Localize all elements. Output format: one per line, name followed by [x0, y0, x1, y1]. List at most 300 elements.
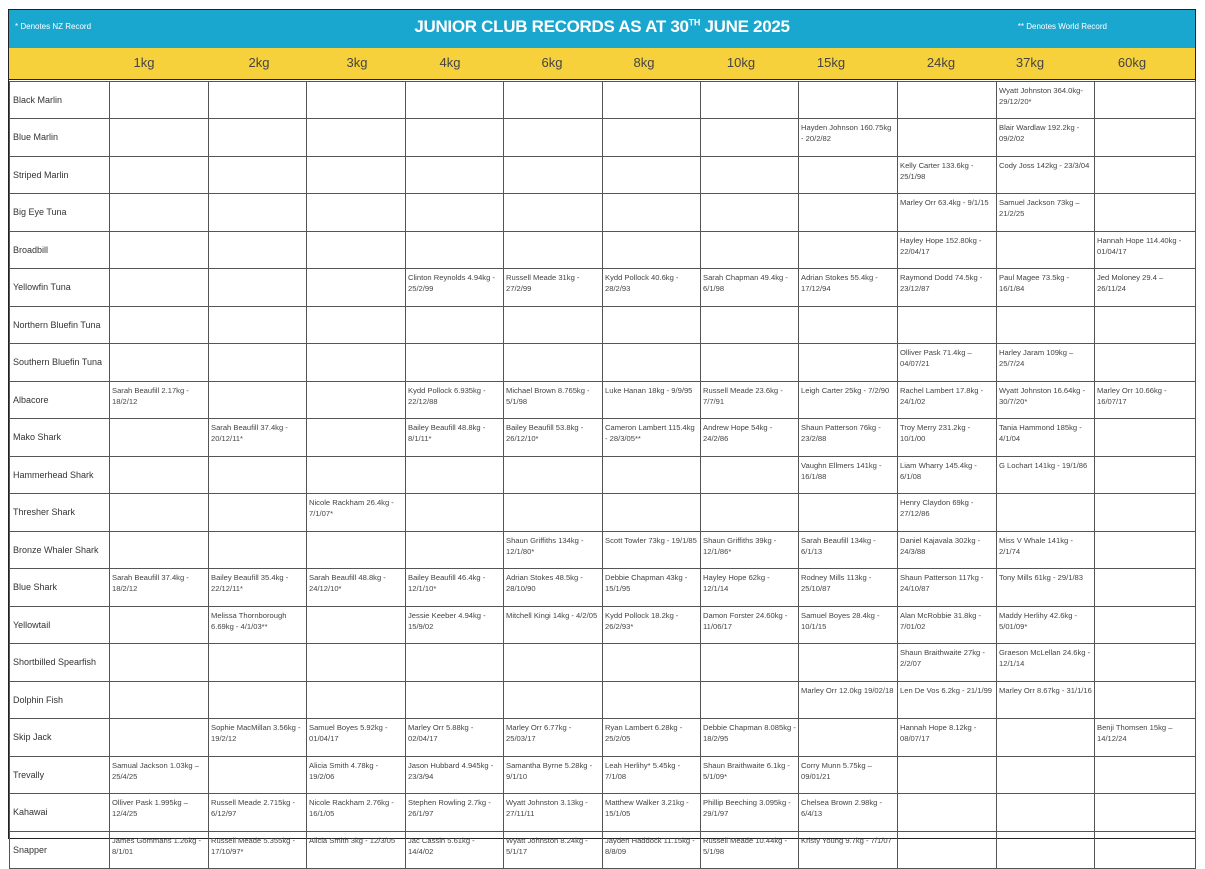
- record-cell: [1095, 419, 1196, 457]
- record-text: [211, 232, 304, 235]
- record-cell: [997, 157, 1095, 194]
- record-text: [211, 457, 304, 460]
- table-row: [10, 194, 1196, 232]
- record-cell: [307, 457, 406, 494]
- record-text: Hannah Hope 114.40kg - 01/04/17: [1097, 236, 1182, 256]
- record-cell: [799, 794, 898, 832]
- record-cell: [307, 532, 406, 569]
- record-text: Alicia Smith 3kg - 12/3/05: [309, 836, 396, 845]
- record-cell: [997, 457, 1095, 494]
- record-cell: [799, 382, 898, 419]
- record-cell: [110, 157, 209, 194]
- species-label: Broadbill: [10, 232, 110, 269]
- species-label: Blue Marlin: [10, 119, 110, 157]
- record-text: Sarah Beaufill 37.4kg - 18/2/12: [112, 573, 189, 593]
- species-label: Yellowfin Tuna: [10, 269, 110, 307]
- record-text: Shaun Patterson 76kg - 23/2/88: [801, 423, 881, 443]
- record-text: [605, 82, 698, 85]
- weight-15kg: 15kg: [816, 55, 846, 70]
- record-cell: [1095, 569, 1196, 607]
- record-cell: [209, 757, 307, 794]
- record-cell: [307, 719, 406, 757]
- record-text: [408, 457, 501, 460]
- record-text: [801, 194, 895, 197]
- record-text: [506, 644, 600, 647]
- record-text: [211, 307, 304, 310]
- record-text: [309, 457, 403, 460]
- record-cell: [1095, 119, 1196, 157]
- record-cell: [209, 457, 307, 494]
- record-cell: [799, 419, 898, 457]
- record-text: Kelly Carter 133.6kg - 25/1/98: [900, 161, 974, 181]
- record-text: [801, 82, 895, 85]
- table-row: [10, 494, 1196, 532]
- record-cell: [209, 157, 307, 194]
- record-cell: [701, 494, 799, 532]
- record-text: [1097, 82, 1193, 85]
- record-cell: [307, 82, 406, 119]
- record-cell: [701, 82, 799, 119]
- record-text: [211, 644, 304, 647]
- record-cell: [307, 569, 406, 607]
- record-cell: [1095, 757, 1196, 794]
- record-cell: [307, 419, 406, 457]
- record-cell: [1095, 82, 1196, 119]
- record-text: Marley Orr 5.88kg - 02/04/17: [408, 723, 474, 743]
- record-cell: [307, 269, 406, 307]
- record-text: Adrian Stokes 55.4kg - 17/12/94: [801, 273, 878, 293]
- record-cell: [997, 532, 1095, 569]
- record-text: [408, 344, 501, 347]
- record-cell: [603, 269, 701, 307]
- record-text: Bailey Beaufill 46.4kg - 12/1/10*: [408, 573, 486, 593]
- record-cell: [603, 119, 701, 157]
- record-cell: [603, 532, 701, 569]
- record-text: Melissa Thornborough 6.69kg - 4/1/03**: [211, 611, 287, 631]
- record-text: [999, 232, 1092, 235]
- record-text: Graeson McLellan 24.6kg - 12/1/14: [999, 648, 1091, 668]
- record-text: [211, 757, 304, 760]
- record-cell: [1095, 532, 1196, 569]
- title-end: JUNE 2025: [700, 17, 790, 36]
- record-cell: [701, 644, 799, 682]
- record-cell: [603, 569, 701, 607]
- record-cell: [307, 494, 406, 532]
- record-text: [703, 119, 796, 122]
- record-cell: [209, 569, 307, 607]
- record-text: Liam Wharry 145.4kg - 6/1/08: [900, 461, 977, 481]
- record-text: Leah Herlihy* 5.45kg - 7/1/08: [605, 761, 681, 781]
- record-cell: [701, 794, 799, 832]
- record-text: Andrew Hope 54kg - 24/2/86: [703, 423, 773, 443]
- record-text: [1097, 344, 1193, 347]
- record-text: Marley Orr 63.4kg - 9/1/15: [900, 198, 989, 207]
- record-text: [309, 157, 403, 160]
- record-cell: [110, 119, 209, 157]
- record-cell: [701, 119, 799, 157]
- record-text: [605, 157, 698, 160]
- record-cell: [603, 457, 701, 494]
- record-text: Maddy Herlihy 42.6kg - 5/01/09*: [999, 611, 1078, 631]
- record-cell: [307, 232, 406, 269]
- record-cell: [1095, 682, 1196, 719]
- record-text: [408, 82, 501, 85]
- record-cell: [406, 682, 504, 719]
- record-text: [112, 457, 206, 460]
- weight-1kg: 1kg: [133, 55, 155, 70]
- record-cell: [110, 307, 209, 344]
- record-text: [112, 719, 206, 722]
- record-text: [211, 682, 304, 685]
- record-text: [999, 307, 1092, 310]
- record-cell: [799, 344, 898, 382]
- record-text: [605, 194, 698, 197]
- record-cell: [1095, 269, 1196, 307]
- record-cell: [799, 682, 898, 719]
- record-cell: [307, 757, 406, 794]
- record-cell: [799, 644, 898, 682]
- record-text: Len De Vos 6.2kg - 21/1/99: [900, 686, 993, 695]
- record-cell: [799, 157, 898, 194]
- record-cell: [898, 607, 997, 644]
- record-cell: [406, 569, 504, 607]
- nz-record-note: * Denotes NZ Record: [15, 22, 92, 31]
- record-cell: [504, 719, 603, 757]
- record-text: [1097, 607, 1193, 610]
- record-cell: [307, 682, 406, 719]
- record-cell: [110, 832, 209, 869]
- record-text: Marley Orr 8.67kg - 31/1/16: [999, 686, 1092, 695]
- record-text: [506, 194, 600, 197]
- record-cell: [898, 82, 997, 119]
- record-text: [408, 232, 501, 235]
- record-text: Leigh Carter 25kg - 7/2/90: [801, 386, 890, 395]
- record-cell: [504, 682, 603, 719]
- record-cell: [898, 757, 997, 794]
- records-sheet: [8, 9, 1196, 856]
- record-text: Ryan Lambert 6.28kg - 25/2/05: [605, 723, 683, 743]
- record-text: Shaun Braithwaite 6.1kg - 5/1/09*: [703, 761, 790, 781]
- record-text: Tony Mills 61kg - 29/1/83: [999, 573, 1083, 582]
- record-text: [1097, 119, 1193, 122]
- record-cell: [110, 532, 209, 569]
- record-text: [309, 344, 403, 347]
- record-text: [703, 194, 796, 197]
- record-cell: [603, 344, 701, 382]
- record-text: Chelsea Brown 2.98kg - 6/4/13: [801, 798, 883, 818]
- record-cell: [209, 269, 307, 307]
- record-text: [211, 344, 304, 347]
- record-cell: [898, 119, 997, 157]
- record-cell: [997, 232, 1095, 269]
- record-cell: [1095, 644, 1196, 682]
- record-cell: [997, 82, 1095, 119]
- record-cell: [110, 269, 209, 307]
- record-cell: [1095, 607, 1196, 644]
- record-text: [1097, 307, 1193, 310]
- record-text: [309, 307, 403, 310]
- record-cell: [406, 457, 504, 494]
- record-text: Olliver Pask 1.995kg – 12/4/25: [112, 798, 188, 818]
- record-text: G Lochart 141kg - 19/1/86: [999, 461, 1088, 470]
- record-text: Debbie Chapman 43kg - 15/1/95: [605, 573, 688, 593]
- record-text: [408, 307, 501, 310]
- record-cell: [307, 644, 406, 682]
- record-text: Kydd Pollock 18.2kg - 26/2/93*: [605, 611, 679, 631]
- record-text: [900, 307, 994, 310]
- table-row: [10, 644, 1196, 682]
- record-cell: [1095, 382, 1196, 419]
- record-text: Hayley Hope 62kg - 12/1/14: [703, 573, 770, 593]
- table-row: [10, 832, 1196, 869]
- record-cell: [504, 419, 603, 457]
- record-cell: [898, 569, 997, 607]
- record-text: [703, 307, 796, 310]
- record-cell: [701, 719, 799, 757]
- record-text: Samuel Boyes 5.92kg - 01/04/17: [309, 723, 388, 743]
- record-text: [408, 644, 501, 647]
- record-cell: [603, 757, 701, 794]
- record-cell: [504, 644, 603, 682]
- record-text: Alan McRobbie 31.8kg - 7/01/02: [900, 611, 982, 631]
- record-cell: [799, 532, 898, 569]
- record-text: [1097, 532, 1193, 535]
- record-cell: [504, 569, 603, 607]
- record-text: Corry Munn 5.75kg – 09/01/21: [801, 761, 872, 781]
- record-text: [112, 194, 206, 197]
- record-text: [112, 644, 206, 647]
- record-text: [900, 119, 994, 122]
- record-cell: [898, 532, 997, 569]
- record-text: Shaun Griffiths 39kg - 12/1/86*: [703, 536, 777, 556]
- record-text: [211, 269, 304, 272]
- table-row: [10, 119, 1196, 157]
- table-row: [10, 269, 1196, 307]
- record-text: [999, 494, 1092, 497]
- record-cell: [701, 457, 799, 494]
- record-text: [309, 269, 403, 272]
- record-text: Samual Jackson 1.03kg – 25/4/25: [112, 761, 199, 781]
- species-label: Albacore: [10, 382, 110, 419]
- record-text: [112, 82, 206, 85]
- table-row: [10, 569, 1196, 607]
- record-text: Jayden Haddock 11.15kg - 8/8/09: [605, 836, 695, 856]
- record-text: Adrian Stokes 48.5kg - 28/10/90: [506, 573, 583, 593]
- record-text: Russell Meade 10.44kg - 5/1/98: [703, 836, 787, 856]
- table-row: [10, 682, 1196, 719]
- record-cell: [406, 232, 504, 269]
- species-label: Snapper: [10, 832, 110, 869]
- record-cell: [406, 382, 504, 419]
- record-cell: [504, 82, 603, 119]
- species-label: Yellowtail: [10, 607, 110, 644]
- record-cell: [110, 82, 209, 119]
- record-cell: [997, 419, 1095, 457]
- record-text: Wyatt Johnston 364.0kg-29/12/20*: [999, 86, 1083, 106]
- record-text: [211, 119, 304, 122]
- record-text: Marley Orr 10.66kg - 16/07/17: [1097, 386, 1167, 406]
- record-cell: [209, 419, 307, 457]
- record-text: James Gommans 1.26kg - 8/1/01: [112, 836, 202, 856]
- record-cell: [307, 119, 406, 157]
- record-text: Sarah Chapman 49.4kg - 6/1/98: [703, 273, 788, 293]
- record-text: [211, 194, 304, 197]
- record-text: [605, 344, 698, 347]
- record-text: [211, 382, 304, 385]
- record-text: [112, 682, 206, 685]
- record-cell: [504, 119, 603, 157]
- record-text: [1097, 569, 1193, 572]
- record-text: Raymond Dodd 74.5kg - 23/12/87: [900, 273, 983, 293]
- weight-10kg: 10kg: [726, 55, 756, 70]
- record-cell: [307, 344, 406, 382]
- record-cell: [110, 607, 209, 644]
- record-text: Samantha Byrne 5.28kg - 9/1/10: [506, 761, 593, 781]
- record-text: [211, 157, 304, 160]
- record-text: [112, 494, 206, 497]
- record-text: [801, 157, 895, 160]
- record-text: [900, 794, 994, 797]
- record-cell: [898, 194, 997, 232]
- record-cell: [603, 494, 701, 532]
- record-text: [309, 607, 403, 610]
- record-text: Hayley Hope 152.80kg - 22/04/17: [900, 236, 982, 256]
- record-text: [900, 82, 994, 85]
- record-cell: [799, 119, 898, 157]
- record-text: [801, 494, 895, 497]
- title-main: JUNIOR CLUB RECORDS AS AT 30: [414, 17, 689, 36]
- record-text: [801, 232, 895, 235]
- record-cell: [209, 494, 307, 532]
- record-cell: [110, 194, 209, 232]
- record-cell: [997, 644, 1095, 682]
- record-text: [309, 532, 403, 535]
- record-text: [1097, 832, 1193, 835]
- record-cell: [406, 607, 504, 644]
- record-cell: [799, 82, 898, 119]
- record-text: [605, 307, 698, 310]
- record-text: Sarah Beaufill 37.4kg - 20/12/11*: [211, 423, 288, 443]
- record-text: [703, 82, 796, 85]
- record-text: [309, 682, 403, 685]
- record-cell: [701, 344, 799, 382]
- weight-2kg: 2kg: [248, 55, 270, 70]
- record-text: Luke Hanan 18kg - 9/9/95: [605, 386, 693, 395]
- record-cell: [307, 382, 406, 419]
- record-text: Michael Brown 8.765kg - 5/1/98: [506, 386, 590, 406]
- record-cell: [799, 494, 898, 532]
- record-text: Phillip Beeching 3.095kg - 29/1/97: [703, 798, 791, 818]
- record-text: [703, 457, 796, 460]
- weight-6kg: 6kg: [541, 55, 563, 70]
- record-cell: [504, 232, 603, 269]
- record-cell: [209, 82, 307, 119]
- record-cell: [799, 757, 898, 794]
- record-text: Sarah Beaufill 48.8kg - 24/12/10*: [309, 573, 386, 593]
- record-cell: [701, 232, 799, 269]
- record-cell: [307, 307, 406, 344]
- species-label: Big Eye Tuna: [10, 194, 110, 232]
- record-cell: [603, 644, 701, 682]
- species-label: Striped Marlin: [10, 157, 110, 194]
- weight-4kg: 4kg: [439, 55, 461, 70]
- record-cell: [110, 719, 209, 757]
- species-label: Skip Jack: [10, 719, 110, 757]
- record-cell: [701, 382, 799, 419]
- record-cell: [406, 832, 504, 869]
- record-text: Jac Cassin 5.61kg - 14/4/02: [408, 836, 475, 856]
- record-cell: [110, 494, 209, 532]
- record-cell: [1095, 494, 1196, 532]
- record-cell: [603, 382, 701, 419]
- record-text: [506, 307, 600, 310]
- species-label: Southern Bluefin Tuna: [10, 344, 110, 382]
- species-label: Shortbilled Spearfish: [10, 644, 110, 682]
- weight-3kg: 3kg: [346, 55, 368, 70]
- record-text: Jessie Keeber 4.94kg - 15/9/02: [408, 611, 486, 631]
- records-table: [9, 81, 1196, 869]
- record-text: Alicia Smith 4.78kg - 19/2/06: [309, 761, 379, 781]
- record-cell: [603, 232, 701, 269]
- record-text: [703, 494, 796, 497]
- record-text: [112, 532, 206, 535]
- record-text: [1097, 794, 1193, 797]
- record-cell: [997, 269, 1095, 307]
- table-row: [10, 532, 1196, 569]
- table-row: [10, 757, 1196, 794]
- record-text: Russell Meade 5.355kg - 17/10/97*: [211, 836, 295, 856]
- record-cell: [1095, 307, 1196, 344]
- record-cell: [603, 419, 701, 457]
- record-cell: [603, 682, 701, 719]
- record-cell: [603, 82, 701, 119]
- record-text: Russell Meade 2.715kg - 6/12/97: [211, 798, 295, 818]
- species-label: Dolphin Fish: [10, 682, 110, 719]
- record-cell: [898, 494, 997, 532]
- record-text: [801, 307, 895, 310]
- record-text: Clinton Reynolds 4.94kg - 25/2/99: [408, 273, 495, 293]
- record-text: Russell Meade 23.6kg - 7/7/91: [703, 386, 783, 406]
- record-text: Wyatt Johnston 8.24kg - 5/1/17: [506, 836, 588, 856]
- record-cell: [110, 682, 209, 719]
- record-cell: [603, 794, 701, 832]
- record-cell: [898, 157, 997, 194]
- record-text: Blair Wardlaw 192.2kg - 09/2/02: [999, 123, 1080, 143]
- record-cell: [110, 419, 209, 457]
- record-cell: [898, 457, 997, 494]
- record-cell: [209, 832, 307, 869]
- record-cell: [406, 157, 504, 194]
- record-cell: [406, 794, 504, 832]
- species-label: Blue Shark: [10, 569, 110, 607]
- record-text: Bailey Beaufill 48.8kg - 8/1/11*: [408, 423, 486, 443]
- record-cell: [603, 719, 701, 757]
- record-text: Hannah Hope 8.12kg - 08/07/17: [900, 723, 977, 743]
- record-cell: [504, 344, 603, 382]
- record-cell: [209, 794, 307, 832]
- record-text: Rodney Mills 113kg - 25/10/87: [801, 573, 872, 593]
- record-text: [1097, 757, 1193, 760]
- record-cell: [406, 307, 504, 344]
- record-cell: [110, 794, 209, 832]
- record-text: [309, 419, 403, 422]
- record-text: [309, 382, 403, 385]
- record-cell: [799, 457, 898, 494]
- record-cell: [1095, 457, 1196, 494]
- record-cell: [1095, 719, 1196, 757]
- record-cell: [110, 344, 209, 382]
- record-cell: [1095, 832, 1196, 869]
